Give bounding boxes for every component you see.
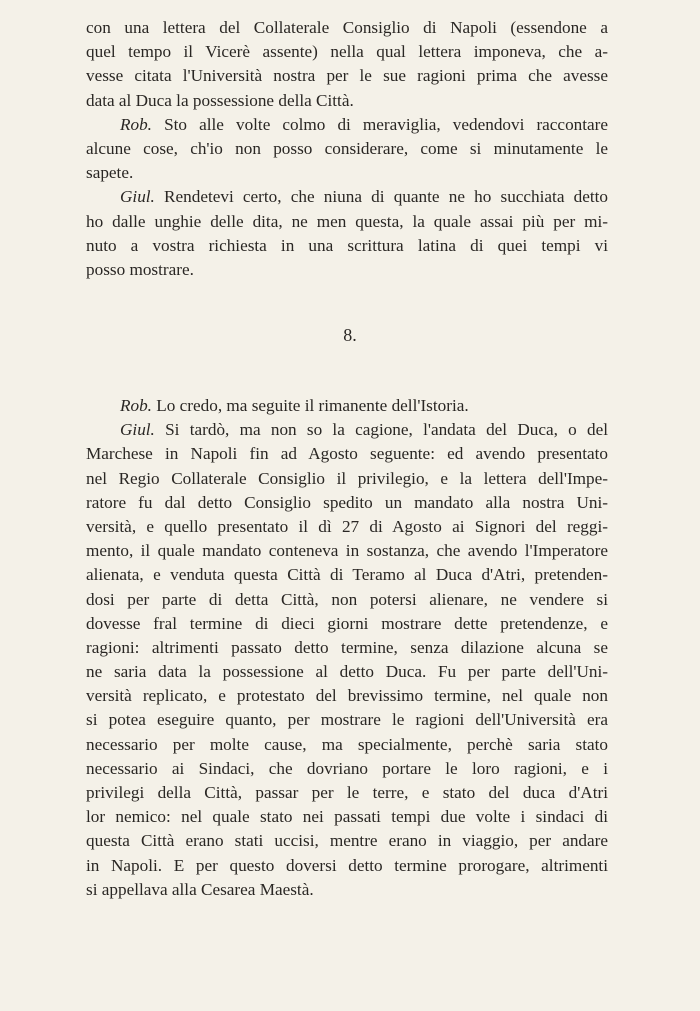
text-line: dosi per parte di detta Città, non potersi alienare, ne vendere si (86, 589, 608, 609)
text-line: nuto a vostra richiesta in una scrittura latina di quei tempi vi (86, 235, 608, 255)
text-line: necessario per molte cause, ma specialmente, perchè saria stato (86, 734, 608, 754)
text-line: dovesse fral termine di dieci giorni mostrare dette pretendenze, e (86, 613, 608, 633)
text-line: alcune cose, ch'io non posso considerare, come si minutamente le (86, 138, 608, 158)
text-line: con una lettera del Collaterale Consiglio di Napoli (essendone a (86, 18, 608, 37)
text-line: sapete. (86, 163, 134, 183)
text-line: lor nemico: nel quale stato nei passati tempi due volte i sindaci di (86, 807, 608, 827)
speaker-label: Giul. (120, 187, 155, 207)
text-line: alienata, e venduta questa Città di Teramo al Duca d'Atri, pretenden- (86, 565, 608, 585)
text-line: privilegi della Città, passar per le terre, e stato del duca d'Atri (86, 783, 608, 802)
dialogue-line-giul (86, 418, 608, 442)
text-line: ho dalle unghie delle dita, ne men questa, la quale assai più per mi- (86, 211, 608, 231)
text-line: si potea eseguire quanto, per mostrare le ragioni dell'Università era (86, 710, 608, 730)
speaker-label: Rob. (120, 396, 152, 415)
text-line: ratore fu dal detto Consiglio spedito un mandato alla nostra Uni- (86, 492, 608, 512)
speaker-label: Rob. (120, 114, 152, 134)
speaker-label: Giul. (120, 420, 155, 440)
section-number: 8. (343, 325, 357, 345)
text-line: posso mostrare. (86, 259, 194, 279)
text-line: necessario ai Sindaci, che dovriano portare le loro ragioni, e i (86, 758, 608, 778)
text-line: ne saria data la possessione al detto Duca. Fu per parte dell'Uni- (86, 662, 608, 682)
dialogue-text: Lo credo, ma seguite il rimanente dell'Istoria. (156, 396, 469, 415)
dialogue-line-giul (86, 185, 608, 209)
text-line: nel Regio Collaterale Consiglio il privilegio, e la lettera dell'Impe- (86, 468, 608, 488)
text-line: quel tempo il Vicerè assente) nella qual lettera imponeva, che a- (86, 42, 608, 62)
text-line: versità, e quello presentato il dì 27 di Agosto ai Signori del reggi- (86, 516, 608, 536)
text-line: Marchese in Napoli fin ad Agosto seguente: ed avendo presentato (86, 444, 608, 464)
dialogue-line-rob (86, 113, 608, 137)
text-line: versità replicato, e protestato del brevissimo termine, nel quale non (86, 686, 608, 706)
text-line: questa Città erano stati uccisi, mentre erano in viaggio, per andare (86, 831, 608, 851)
dialogue-text: Rendetevi certo, che niuna di quante ne ho succhiata detto (164, 187, 608, 207)
text-line: data al Duca la possessione della Città. (86, 90, 354, 110)
dialogue-text: Si tardò, ma non so la cagione, l'andata del Duca, o del (165, 420, 608, 440)
text-block-top (86, 16, 608, 282)
text-block-bottom (86, 394, 608, 902)
dialogue-text: Sto alle volte colmo di meraviglia, vedendovi raccontare (164, 114, 609, 134)
dialogue-line-rob (86, 394, 608, 418)
text-line: ragioni: altrimenti passato detto termine, senza dilazione alcuna se (86, 637, 608, 657)
text-line: mento, il quale mandato conteneva in sostanza, che avendo l'Imperatore (86, 541, 608, 561)
text-line: in Napoli. E per questo doversi detto termine prorogare, altrimenti (86, 855, 608, 875)
text-line: vesse citata l'Università nostra per le sue ragioni prima che avesse (86, 66, 608, 86)
text-line: si appellava alla Cesarea Maestà. (86, 879, 314, 899)
